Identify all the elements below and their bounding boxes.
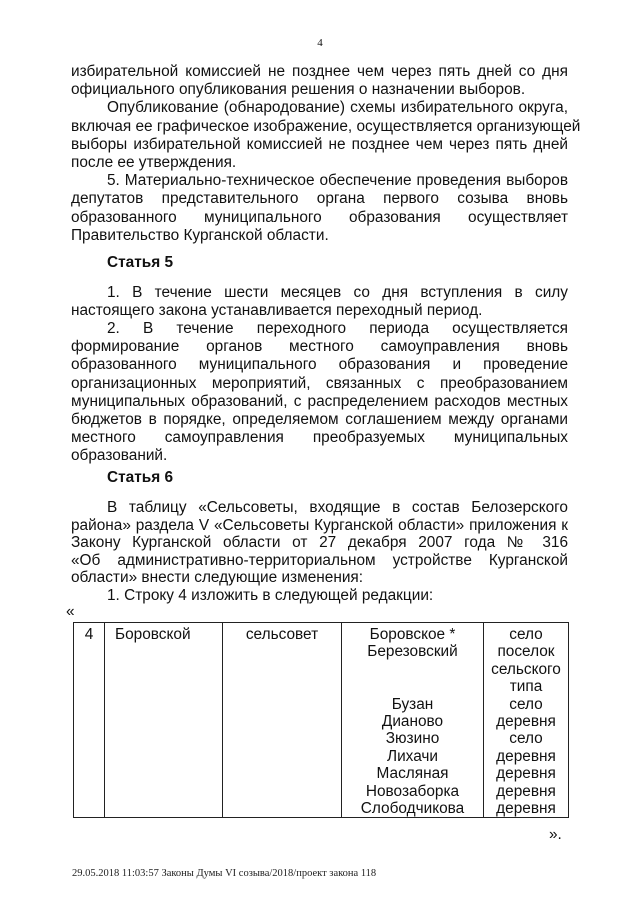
text-line: В таблицу «Сельсоветы, входящие в состав Белозерского: [107, 499, 568, 516]
settlement-name: Боровское *: [369, 626, 456, 643]
text-line: «Об административно-территориальном устройстве Курганской: [71, 551, 568, 569]
text-line: бюджетов в порядке, определяемом соглашением между органами: [71, 410, 568, 428]
text-line: 1. Строку 4 изложить в следующей редакции:: [107, 586, 434, 604]
text-line: Опубликование (обнародование) схемы избирательного округа,: [107, 99, 568, 117]
settlement-name: [346, 661, 479, 678]
text-line: образованного муниципального образования осуществляет: [71, 208, 568, 226]
table-row: [74, 623, 569, 818]
settlement-kind: поселок: [497, 643, 555, 661]
heading-article-6: Статья 6: [107, 469, 174, 486]
text-line: местного самоуправления преобразуемых муниципальных: [71, 428, 568, 446]
text-line: образованного муниципального образования и проведение: [71, 356, 568, 374]
footer-path: 29.05.2018 11:03:57 Законы Думы VI созыва/2018/проект закона 118: [72, 868, 377, 879]
settlement-kinds-cell: [484, 623, 569, 818]
settlement-kind: типа: [509, 678, 543, 696]
text-line: избирательной комиссией не позднее чем через пять дней со дня: [71, 63, 568, 80]
settlement-kind: село: [509, 626, 543, 643]
text-line: выборы избирательной комиссией не позднее чем через пять дней: [71, 135, 568, 153]
text-line: образований.: [71, 446, 168, 464]
text-line: Закону Курганской области от 27 декабря 2007 года № 316: [71, 534, 568, 551]
text-line: организационных мероприятий, связанных с преобразованием: [71, 374, 568, 392]
settlement-name: [346, 678, 479, 695]
settlement-name: Лихачи: [386, 747, 439, 765]
text-line: области» внести следующие изменения:: [71, 569, 364, 586]
text-line: 1. В течение шести месяцев со дня вступления в силу: [107, 284, 568, 301]
settlement-kind: сельского: [491, 660, 561, 678]
settlement-kind: деревня: [496, 782, 556, 800]
text-line: формирование органов местного самоуправления вновь: [71, 338, 568, 356]
settlement-kind: село: [509, 695, 543, 713]
settlement-kind: деревня: [496, 765, 556, 783]
row-number-cell: 4: [74, 623, 105, 818]
text-line: Правительство Курганской области.: [71, 226, 329, 244]
page-number: 4: [317, 37, 323, 49]
settlement-name: Березовский: [367, 643, 458, 661]
quote-open: «: [66, 603, 75, 620]
settlement-name: Слободчикова: [360, 799, 465, 817]
text-line: настоящего закона устанавливается переходный период.: [71, 302, 483, 320]
quote-close: ».: [549, 826, 562, 843]
settlement-kind: деревня: [496, 747, 556, 765]
settlement-name: Масляная: [376, 765, 449, 783]
settlement-name: Новозаборка: [365, 782, 460, 800]
settlement-kind: деревня: [496, 799, 556, 817]
text-line: 2. В течение переходного периода осуществляется: [107, 320, 568, 338]
text-line: муниципальных образований, с распределением расходов местных: [71, 392, 568, 410]
text-line: официального опубликования решения о назначении выборов.: [71, 81, 526, 99]
settlements-table: [73, 622, 569, 818]
council-name-cell: Боровской: [105, 623, 223, 818]
settlement-name: Бузан: [391, 695, 434, 713]
text-line: после ее утверждения.: [71, 154, 237, 171]
settlement-name: Дианово: [381, 712, 444, 730]
text-line: 5. Материально-техническое обеспечение проведения выборов: [107, 172, 568, 190]
council-type-cell: сельсовет: [223, 623, 342, 818]
heading-article-5: Статья 5: [107, 254, 174, 271]
settlement-name: Зюзино: [385, 730, 440, 748]
settlements-cell: [342, 623, 484, 818]
text-line: включая ее графическое изображение, осуществляется организующей: [71, 117, 581, 135]
text-line: района» раздела V «Сельсоветы Курганской области» приложения к: [71, 516, 568, 534]
settlement-kind: село: [509, 730, 543, 748]
settlement-kind: деревня: [496, 712, 556, 730]
text-line: депутатов представительного органа первого созыва вновь: [71, 190, 568, 208]
